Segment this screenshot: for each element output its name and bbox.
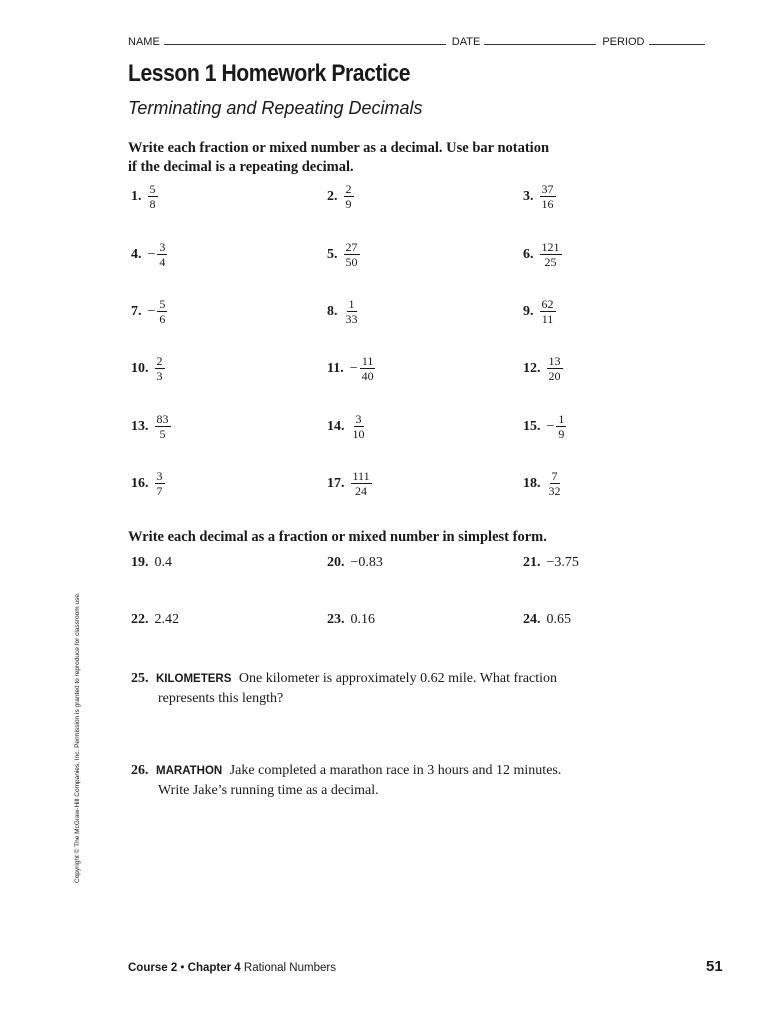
fraction — [155, 469, 165, 498]
negative-sign: − — [147, 303, 156, 319]
fraction — [344, 297, 360, 326]
numerator: 3 — [355, 412, 362, 426]
negative-sign: − — [147, 246, 156, 262]
fraction-problem — [327, 240, 360, 269]
date-blank[interactable] — [484, 34, 596, 45]
problem-number: 19. — [131, 555, 149, 570]
problem-number: 16. — [131, 475, 149, 491]
decimal-problem — [327, 612, 375, 628]
denominator: 7 — [156, 484, 163, 498]
problem-text-line2: represents this length? — [158, 691, 284, 706]
denominator: 20 — [548, 369, 561, 383]
problem-text-line1: Jake completed a marathon race in 3 hours and 12 minutes. — [229, 763, 562, 778]
denominator: 5 — [159, 427, 166, 441]
decimal-problem — [523, 555, 579, 571]
problem-number: 2. — [327, 188, 338, 204]
numerator: 2 — [156, 354, 163, 368]
denominator: 40 — [361, 369, 374, 383]
numerator: 7 — [551, 469, 558, 483]
denominator: 11 — [541, 312, 554, 326]
fraction-problem — [131, 412, 171, 441]
fraction — [155, 412, 171, 441]
denominator: 3 — [156, 369, 163, 383]
fraction-problem — [523, 469, 563, 498]
problem-number: 10. — [131, 360, 149, 376]
problem-number: 8. — [327, 303, 338, 319]
page-subtitle: Terminating and Repeating Decimals — [128, 98, 423, 118]
fraction — [547, 469, 563, 498]
problem-number: 1. — [131, 188, 142, 204]
problem-text-line2: Write Jake’s running time as a decimal. — [158, 783, 379, 798]
fraction — [540, 182, 556, 211]
problem-number: 21. — [523, 555, 541, 570]
fraction — [360, 354, 376, 383]
problem-number: 22. — [131, 612, 149, 627]
word-problem-26 — [131, 761, 651, 800]
problem-number: 13. — [131, 418, 149, 434]
fraction-problem — [523, 297, 556, 326]
fraction-problem — [131, 469, 165, 498]
denominator: 16 — [541, 197, 554, 211]
decimal-value: −0.83 — [350, 555, 383, 570]
numerator: 13 — [548, 354, 561, 368]
problem-number: 23. — [327, 612, 345, 627]
fraction-problem — [523, 412, 566, 441]
denominator: 8 — [149, 197, 156, 211]
footer-course: Course 2 — [128, 962, 178, 974]
fraction — [351, 412, 367, 441]
decimal-value: −3.75 — [546, 555, 579, 570]
period-label: PERIOD — [602, 36, 645, 48]
decimal-problem — [523, 612, 571, 628]
denominator: 25 — [544, 255, 557, 269]
decimal-problem — [131, 555, 172, 571]
problem-number: 24. — [523, 612, 541, 627]
decimal-value: 0.65 — [546, 612, 571, 627]
footer-bullet: • — [180, 962, 185, 974]
problem-number: 5. — [327, 246, 338, 262]
section1-instructions — [128, 139, 648, 177]
denominator: 9 — [345, 197, 352, 211]
date-label: DATE — [451, 36, 481, 48]
problem-number: 7. — [131, 303, 142, 319]
decimal-value: 0.4 — [154, 555, 172, 570]
problem-number: 6. — [523, 246, 534, 262]
numerator: 37 — [541, 182, 554, 196]
denominator: 10 — [352, 427, 365, 441]
denominator: 9 — [558, 427, 565, 441]
problem-number: 18. — [523, 475, 541, 491]
fraction — [157, 297, 167, 326]
denominator: 4 — [159, 255, 166, 269]
fraction-problem — [327, 469, 372, 498]
decimal-problem — [131, 612, 179, 628]
problem-number: 4. — [131, 246, 142, 262]
problem-number: 9. — [523, 303, 534, 319]
numerator: 2 — [345, 182, 352, 196]
fraction — [556, 412, 566, 441]
fraction — [344, 240, 360, 269]
negative-sign: − — [349, 360, 358, 376]
fraction-problem — [327, 412, 367, 441]
footer — [128, 962, 336, 974]
section1-instructions-line2: if the decimal is a repeating decimal. — [128, 159, 354, 175]
fraction — [540, 240, 562, 269]
denominator: 33 — [345, 312, 358, 326]
page-title: Lesson 1 Homework Practice — [128, 60, 411, 87]
name-blank[interactable] — [164, 34, 446, 45]
section1-instructions-line1: Write each fraction or mixed number as a decimal. Use bar notation — [128, 140, 550, 156]
decimal-value: 0.16 — [350, 612, 375, 627]
numerator: 3 — [159, 240, 166, 254]
problem-number: 17. — [327, 475, 345, 491]
denominator: 50 — [345, 255, 358, 269]
numerator: 1 — [558, 412, 565, 426]
section2-instructions: Write each decimal as a fraction or mixed number in simplest form. — [128, 529, 547, 545]
fraction — [547, 354, 563, 383]
numerator: 62 — [541, 297, 554, 311]
problem-number: 15. — [523, 418, 541, 434]
fraction-problem — [327, 182, 354, 211]
fraction — [148, 182, 158, 211]
decimal-value: 2.42 — [154, 612, 179, 627]
fraction-problem — [131, 297, 167, 326]
problem-number: 12. — [523, 360, 541, 376]
fraction — [540, 297, 556, 326]
numerator: 3 — [156, 469, 163, 483]
denominator: 24 — [355, 484, 368, 498]
numerator: 111 — [352, 469, 370, 483]
fraction — [351, 469, 372, 498]
numerator: 1 — [348, 297, 355, 311]
numerator: 121 — [541, 240, 560, 254]
fraction-problem — [327, 297, 360, 326]
problem-tag: KILOMETERS — [156, 673, 232, 685]
problem-text-line1: One kilometer is approximately 0.62 mile. What fraction — [238, 671, 558, 686]
problem-number: 3. — [523, 188, 534, 204]
denominator: 6 — [159, 312, 166, 326]
footer-topic: Rational Numbers — [243, 962, 336, 974]
fraction-problem — [523, 182, 556, 211]
numerator: 11 — [361, 354, 374, 368]
footer-chapter: Chapter 4 — [187, 962, 241, 974]
fraction — [155, 354, 165, 383]
copyright-notice: Copyright © The McGraw-Hill Companies, Inc. Permission is granted to reproduce for classroom use. — [74, 592, 81, 883]
fraction-problem — [131, 354, 165, 383]
name-label: NAME — [128, 36, 160, 48]
student-info-header — [128, 34, 724, 48]
numerator: 83 — [156, 412, 169, 426]
fraction — [344, 182, 354, 211]
fraction-problem — [131, 182, 158, 211]
problem-number: 20. — [327, 555, 345, 570]
numerator: 5 — [159, 297, 166, 311]
decimal-problem — [327, 555, 383, 571]
period-blank[interactable] — [649, 34, 705, 45]
fraction — [157, 240, 167, 269]
negative-sign: − — [546, 418, 555, 434]
fraction-problem — [327, 354, 376, 383]
problem-number: 14. — [327, 418, 345, 434]
word-problem-25 — [131, 669, 651, 708]
fraction-problem — [523, 354, 563, 383]
numerator: 27 — [345, 240, 358, 254]
problem-number: 26. — [131, 763, 149, 778]
numerator: 5 — [149, 182, 156, 196]
problem-tag: MARATHON — [156, 765, 223, 777]
denominator: 32 — [548, 484, 561, 498]
problem-number: 11. — [327, 360, 344, 376]
problem-number: 25. — [131, 671, 149, 686]
fraction-problem — [523, 240, 562, 269]
fraction-problem — [131, 240, 167, 269]
page-number: 51 — [706, 958, 723, 975]
